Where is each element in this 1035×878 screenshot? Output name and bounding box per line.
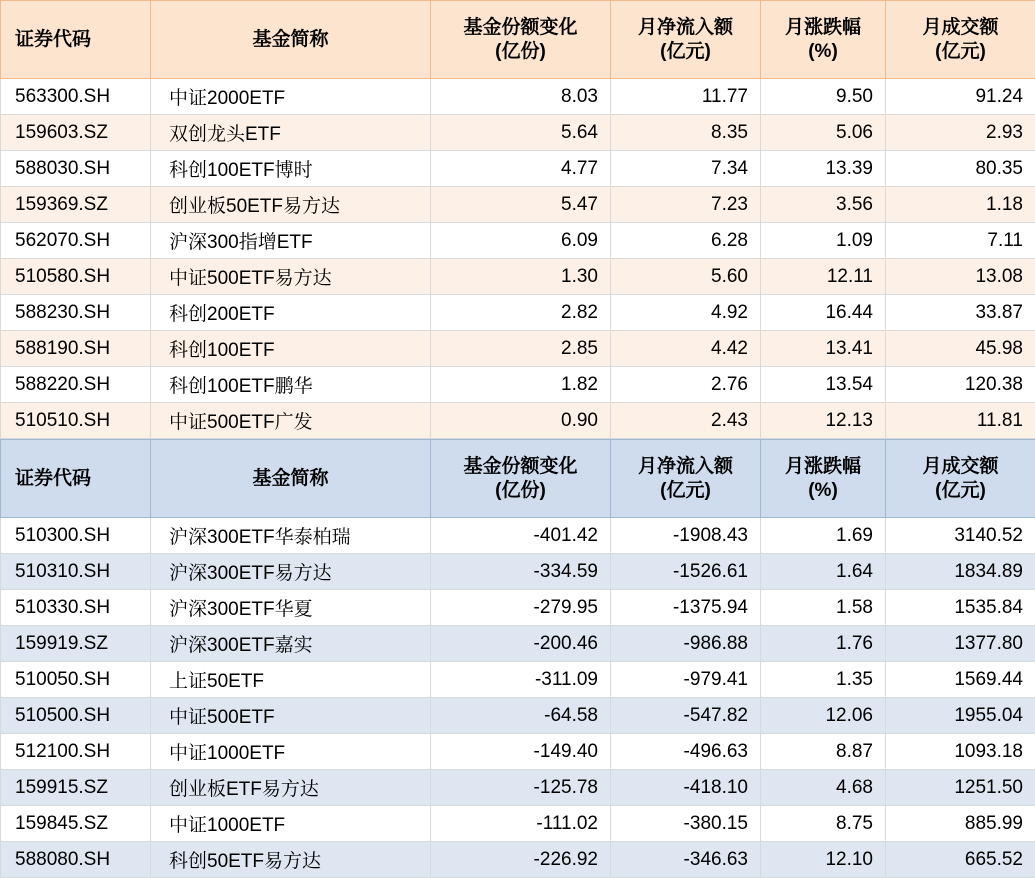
cell-name: 中证2000ETF <box>151 79 431 115</box>
cell-name: 上证50ETF <box>151 662 431 698</box>
header-cell-net-inflow <box>611 440 761 518</box>
header-label: 月涨跌幅 <box>785 17 861 38</box>
cell-net-inflow: -1526.61 <box>611 554 761 590</box>
cell-turnover: 45.98 <box>886 331 1035 367</box>
cell-net-inflow: -979.41 <box>611 662 761 698</box>
cell-share-change: -64.58 <box>431 698 611 734</box>
cell-turnover: 3140.52 <box>886 518 1035 554</box>
cell-net-inflow: -547.82 <box>611 698 761 734</box>
table-row <box>1 590 1035 626</box>
cell-turnover: 13.08 <box>886 259 1035 295</box>
cell-monthly-change: 12.11 <box>761 259 886 295</box>
cell-turnover: 1569.44 <box>886 662 1035 698</box>
outflow-table-body <box>1 518 1035 878</box>
cell-code: 510500.SH <box>1 698 151 734</box>
cell-share-change: 1.82 <box>431 367 611 403</box>
cell-turnover: 1093.18 <box>886 734 1035 770</box>
cell-code: 512100.SH <box>1 734 151 770</box>
table-row <box>1 403 1035 439</box>
cell-share-change: 5.64 <box>431 115 611 151</box>
cell-name: 科创100ETF博时 <box>151 151 431 187</box>
header-cell-turnover <box>886 440 1035 518</box>
cell-share-change: 2.85 <box>431 331 611 367</box>
cell-turnover: 7.11 <box>886 223 1035 259</box>
cell-code: 510580.SH <box>1 259 151 295</box>
header-label: 证券代码 <box>15 29 91 50</box>
cell-code: 510510.SH <box>1 403 151 439</box>
inflow-table-header <box>1 1 1035 79</box>
cell-turnover: 2.93 <box>886 115 1035 151</box>
header-label: 证券代码 <box>15 468 91 489</box>
cell-share-change: 1.30 <box>431 259 611 295</box>
table-row <box>1 770 1035 806</box>
cell-monthly-change: 13.39 <box>761 151 886 187</box>
cell-code: 159915.SZ <box>1 770 151 806</box>
cell-net-inflow: 6.28 <box>611 223 761 259</box>
header-label: 基金份额变化 <box>463 456 577 477</box>
header-cell-code <box>1 1 151 79</box>
cell-monthly-change: 1.64 <box>761 554 886 590</box>
cell-monthly-change: 3.56 <box>761 187 886 223</box>
table-row <box>1 367 1035 403</box>
cell-monthly-change: 8.75 <box>761 806 886 842</box>
cell-net-inflow: 11.77 <box>611 79 761 115</box>
table-row <box>1 187 1035 223</box>
cell-share-change: -334.59 <box>431 554 611 590</box>
cell-code: 588230.SH <box>1 295 151 331</box>
cell-name: 中证500ETF易方达 <box>151 259 431 295</box>
cell-turnover: 33.87 <box>886 295 1035 331</box>
header-cell-net-inflow <box>611 1 761 79</box>
cell-code: 159919.SZ <box>1 626 151 662</box>
inflow-table-body <box>1 79 1035 439</box>
cell-monthly-change: 5.06 <box>761 115 886 151</box>
header-cell-monthly-change <box>761 1 886 79</box>
table-row <box>1 223 1035 259</box>
header-label: 基金简称 <box>252 29 328 50</box>
cell-name: 沪深300ETF华泰柏瑞 <box>151 518 431 554</box>
cell-name: 科创50ETF易方达 <box>151 842 431 878</box>
cell-code: 510050.SH <box>1 662 151 698</box>
cell-share-change: 8.03 <box>431 79 611 115</box>
cell-net-inflow: 2.43 <box>611 403 761 439</box>
cell-monthly-change: 16.44 <box>761 295 886 331</box>
cell-code: 563300.SH <box>1 79 151 115</box>
cell-monthly-change: 8.87 <box>761 734 886 770</box>
cell-name: 沪深300指增ETF <box>151 223 431 259</box>
cell-monthly-change: 12.06 <box>761 698 886 734</box>
table-row <box>1 151 1035 187</box>
header-cell-share-change <box>431 440 611 518</box>
cell-share-change: -111.02 <box>431 806 611 842</box>
cell-name: 科创100ETF鹏华 <box>151 367 431 403</box>
cell-name: 沪深300ETF易方达 <box>151 554 431 590</box>
cell-code: 588220.SH <box>1 367 151 403</box>
table-row <box>1 806 1035 842</box>
cell-turnover: 80.35 <box>886 151 1035 187</box>
cell-turnover: 885.99 <box>886 806 1035 842</box>
cell-code: 588080.SH <box>1 842 151 878</box>
header-unit: (亿元) <box>896 479 1025 503</box>
cell-net-inflow: -1375.94 <box>611 590 761 626</box>
cell-name: 沪深300ETF华夏 <box>151 590 431 626</box>
header-row <box>1 1 1035 79</box>
cell-net-inflow: 8.35 <box>611 115 761 151</box>
cell-net-inflow: 7.34 <box>611 151 761 187</box>
cell-code: 588190.SH <box>1 331 151 367</box>
cell-share-change: 6.09 <box>431 223 611 259</box>
header-cell-code <box>1 440 151 518</box>
cell-share-change: -311.09 <box>431 662 611 698</box>
cell-share-change: 2.82 <box>431 295 611 331</box>
cell-monthly-change: 13.41 <box>761 331 886 367</box>
cell-net-inflow: 4.92 <box>611 295 761 331</box>
cell-turnover: 120.38 <box>886 367 1035 403</box>
outflow-table-header <box>1 440 1035 518</box>
header-cell-share-change <box>431 1 611 79</box>
cell-net-inflow: -986.88 <box>611 626 761 662</box>
cell-turnover: 1955.04 <box>886 698 1035 734</box>
cell-turnover: 1535.84 <box>886 590 1035 626</box>
cell-code: 159369.SZ <box>1 187 151 223</box>
header-label: 月涨跌幅 <box>785 456 861 477</box>
cell-monthly-change: 1.58 <box>761 590 886 626</box>
cell-monthly-change: 13.54 <box>761 367 886 403</box>
cell-code: 588030.SH <box>1 151 151 187</box>
header-unit: (亿元) <box>621 479 750 503</box>
cell-code: 159845.SZ <box>1 806 151 842</box>
table-row <box>1 698 1035 734</box>
cell-code: 510310.SH <box>1 554 151 590</box>
cell-share-change: -279.95 <box>431 590 611 626</box>
cell-name: 中证500ETF <box>151 698 431 734</box>
cell-turnover: 665.52 <box>886 842 1035 878</box>
cell-net-inflow: -496.63 <box>611 734 761 770</box>
outflow-table <box>0 439 1035 878</box>
cell-name: 科创200ETF <box>151 295 431 331</box>
cell-monthly-change: 9.50 <box>761 79 886 115</box>
header-unit: (亿份) <box>441 40 600 64</box>
header-label: 月成交额 <box>922 17 998 38</box>
header-label: 月净流入额 <box>638 17 733 38</box>
header-unit: (亿元) <box>896 40 1025 64</box>
cell-net-inflow: -346.63 <box>611 842 761 878</box>
cell-monthly-change: 12.10 <box>761 842 886 878</box>
cell-share-change: -125.78 <box>431 770 611 806</box>
table-row <box>1 662 1035 698</box>
table-row <box>1 734 1035 770</box>
cell-name: 科创100ETF <box>151 331 431 367</box>
cell-name: 中证500ETF广发 <box>151 403 431 439</box>
cell-turnover: 1.18 <box>886 187 1035 223</box>
cell-share-change: -226.92 <box>431 842 611 878</box>
header-unit: (亿份) <box>441 479 600 503</box>
cell-share-change: 4.77 <box>431 151 611 187</box>
cell-share-change: -149.40 <box>431 734 611 770</box>
cell-turnover: 1251.50 <box>886 770 1035 806</box>
cell-name: 双创龙头ETF <box>151 115 431 151</box>
header-label: 基金份额变化 <box>463 17 577 38</box>
table-row <box>1 554 1035 590</box>
header-cell-turnover <box>886 1 1035 79</box>
table-row <box>1 331 1035 367</box>
cell-share-change: 5.47 <box>431 187 611 223</box>
header-label: 月成交额 <box>922 456 998 477</box>
cell-share-change: 0.90 <box>431 403 611 439</box>
table-row <box>1 842 1035 878</box>
table-row <box>1 79 1035 115</box>
cell-name: 创业板50ETF易方达 <box>151 187 431 223</box>
cell-name: 中证1000ETF <box>151 734 431 770</box>
cell-share-change: -200.46 <box>431 626 611 662</box>
cell-share-change: -401.42 <box>431 518 611 554</box>
cell-net-inflow: 2.76 <box>611 367 761 403</box>
cell-net-inflow: 5.60 <box>611 259 761 295</box>
cell-code: 159603.SZ <box>1 115 151 151</box>
cell-net-inflow: 4.42 <box>611 331 761 367</box>
header-unit: (%) <box>771 40 875 64</box>
header-cell-name <box>151 1 431 79</box>
cell-monthly-change: 12.13 <box>761 403 886 439</box>
cell-net-inflow: 7.23 <box>611 187 761 223</box>
header-cell-monthly-change <box>761 440 886 518</box>
cell-monthly-change: 1.76 <box>761 626 886 662</box>
cell-net-inflow: -380.15 <box>611 806 761 842</box>
cell-code: 510300.SH <box>1 518 151 554</box>
cell-net-inflow: -1908.43 <box>611 518 761 554</box>
cell-monthly-change: 1.69 <box>761 518 886 554</box>
cell-turnover: 91.24 <box>886 79 1035 115</box>
table-row <box>1 295 1035 331</box>
cell-monthly-change: 1.35 <box>761 662 886 698</box>
cell-monthly-change: 4.68 <box>761 770 886 806</box>
cell-code: 562070.SH <box>1 223 151 259</box>
header-unit: (亿元) <box>621 40 750 64</box>
header-label: 月净流入额 <box>638 456 733 477</box>
cell-name: 中证1000ETF <box>151 806 431 842</box>
header-unit: (%) <box>771 479 875 503</box>
header-cell-name <box>151 440 431 518</box>
cell-turnover: 1377.80 <box>886 626 1035 662</box>
table-row <box>1 259 1035 295</box>
table-row <box>1 518 1035 554</box>
table-row <box>1 115 1035 151</box>
table-row <box>1 626 1035 662</box>
cell-name: 沪深300ETF嘉实 <box>151 626 431 662</box>
cell-turnover: 1834.89 <box>886 554 1035 590</box>
cell-net-inflow: -418.10 <box>611 770 761 806</box>
cell-name: 创业板ETF易方达 <box>151 770 431 806</box>
cell-code: 510330.SH <box>1 590 151 626</box>
header-row <box>1 440 1035 518</box>
cell-monthly-change: 1.09 <box>761 223 886 259</box>
cell-turnover: 11.81 <box>886 403 1035 439</box>
header-label: 基金简称 <box>252 468 328 489</box>
